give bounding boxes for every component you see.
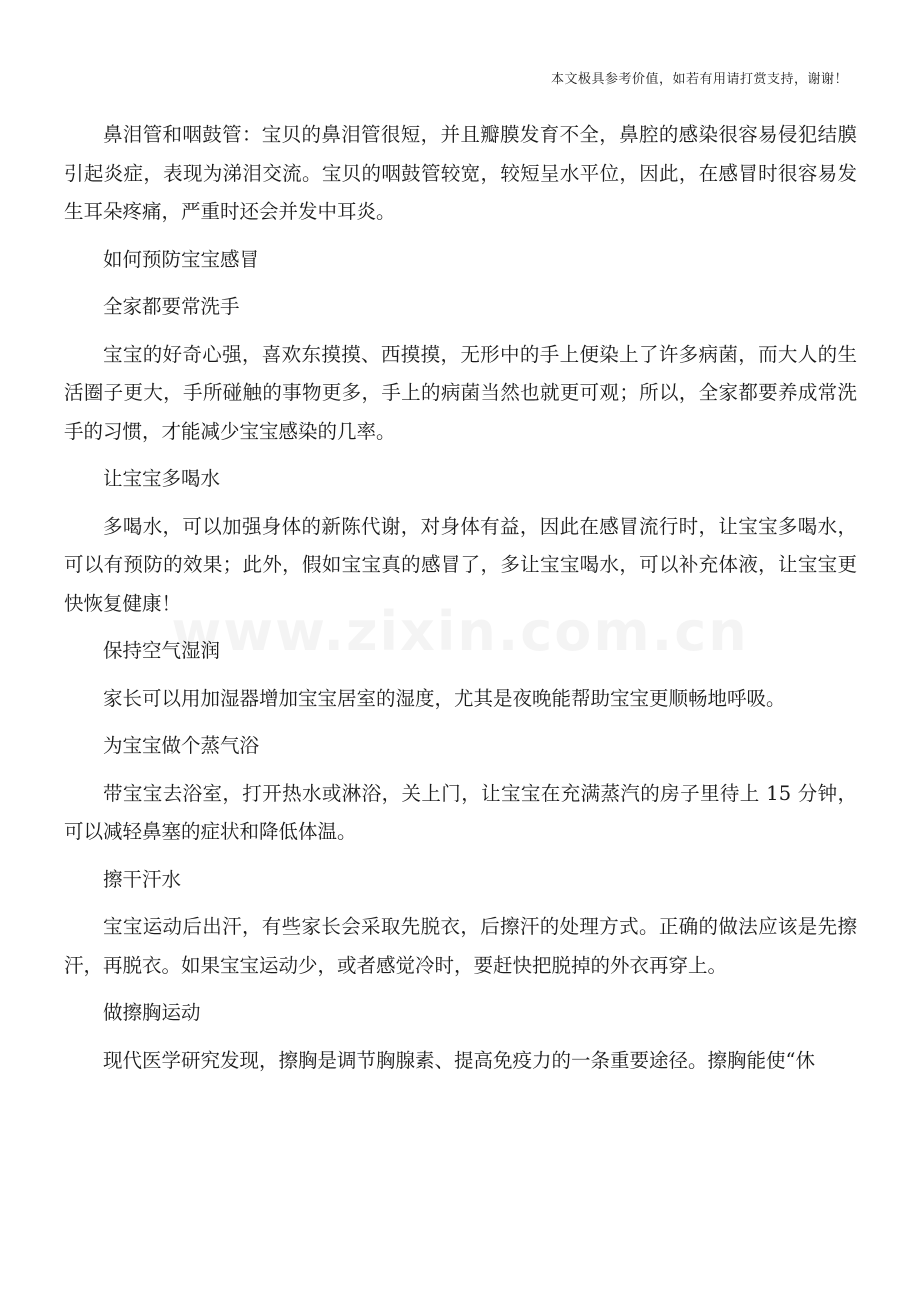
paragraph-wash-hands: 宝宝的好奇心强，喜欢东摸摸、西摸摸，无形中的手上便染上了许多病菌，而大人的生活圈子更大，手所碰触的事物更多，手上的病菌当然也就更可观；所以，全家都要养成常洗手的习惯，才能减少宝宝感染的几率。	[64, 342, 857, 443]
heading-drink-water: 让宝宝多喝水	[103, 467, 221, 490]
paragraph-dry-sweat: 宝宝运动后出汗，有些家长会采取先脱衣，后擦汗的处理方式。正确的做法应该是先擦汗，再脱衣。如果宝宝运动少，或者感觉冷时，要赶快把脱掉的外衣再穿上。	[64, 915, 857, 977]
paragraph-steam-bath: 带宝宝去浴室，打开热水或淋浴，关上门，让宝宝在充满蒸汽的房子里待上 15 分钟，可以减轻鼻塞的症状和降低体温。	[64, 781, 857, 843]
heading-steam-bath: 为宝宝做个蒸气浴	[103, 734, 260, 757]
heading-prevent-cold: 如何预防宝宝感冒	[103, 247, 260, 271]
paragraph-humid-air: 家长可以用加湿器增加宝宝居室的湿度，尤其是夜晚能帮助宝宝更顺畅地呼吸。	[103, 686, 786, 710]
header-note: 本文极具参考价值，如若有用请打赏支持，谢谢！	[550, 72, 848, 87]
paragraph-chest-rub: 现代医学研究发现，擦胸是调节胸腺素、提高免疫力的一条重要途径。擦胸能使“休	[103, 1048, 815, 1072]
paragraph-nasolacrimal: 鼻泪管和咽鼓管：宝贝的鼻泪管很短，并且瓣膜发育不全，鼻腔的感染很容易侵犯结膜引起炎症，表现为涕泪交流。宝贝的咽鼓管较宽，较短呈水平位，因此，在感冒时很容易发生耳朵疼痛，严重时还会并发中耳炎。	[64, 123, 857, 223]
heading-chest-rub: 做擦胸运动	[103, 1001, 201, 1024]
document-body	[64, 116, 857, 1089]
paragraph-drink-water: 多喝水，可以加强身体的新陈代谢，对身体有益，因此在感冒流行时，让宝宝多喝水，可以有预防的效果；此外，假如宝宝真的感冒了，多让宝宝喝水，可以补充体液，让宝宝更快恢复健康！	[64, 514, 857, 615]
heading-wash-hands: 全家都要常洗手	[103, 295, 240, 318]
heading-dry-sweat: 擦干汗水	[103, 867, 182, 891]
heading-humid-air: 保持空气湿润	[103, 639, 221, 662]
